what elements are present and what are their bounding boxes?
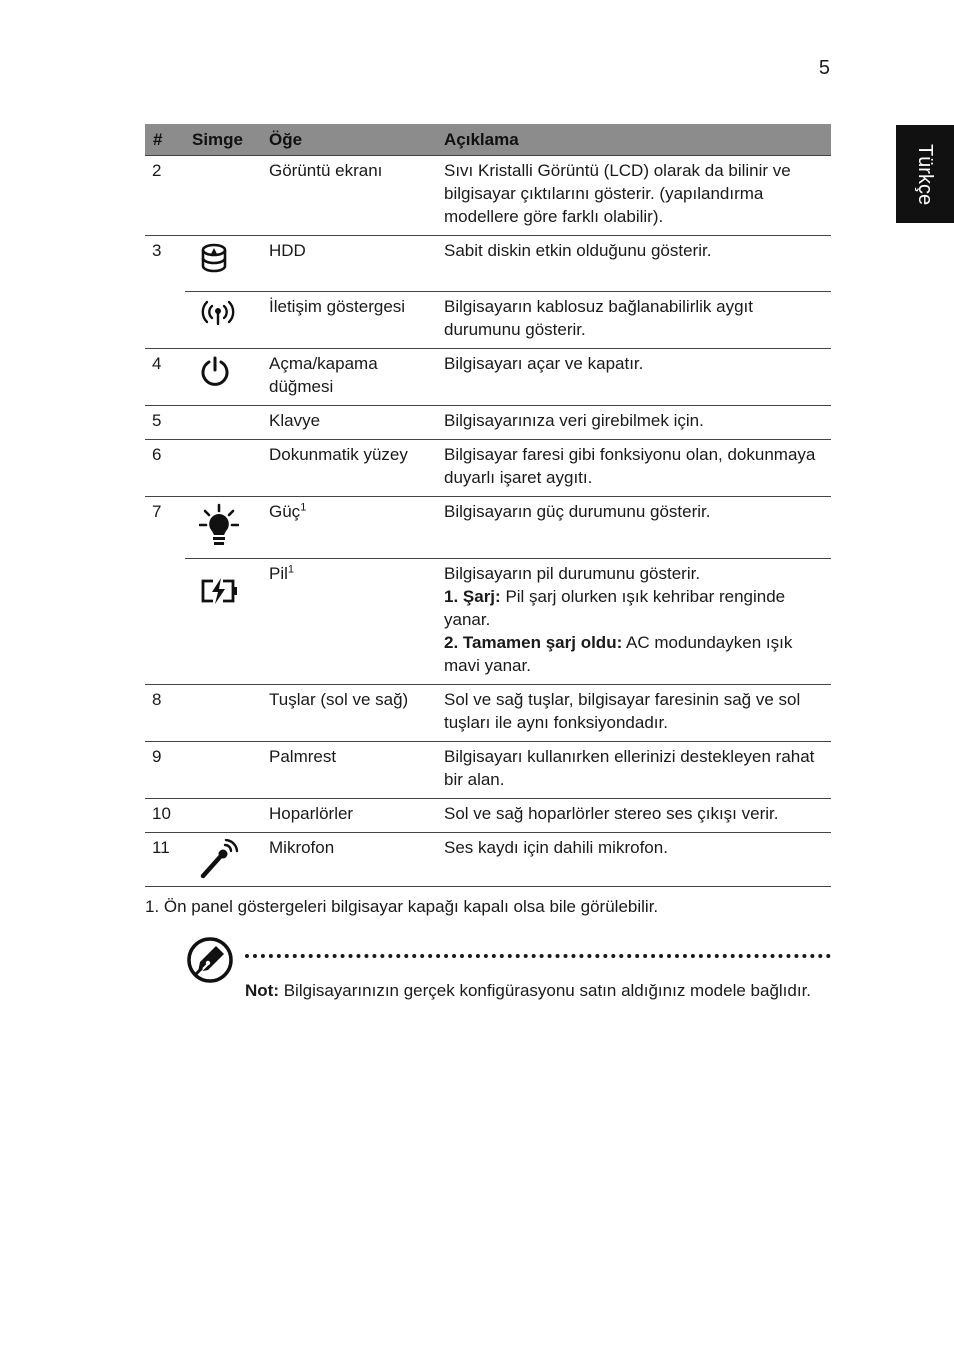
row-icon-cell xyxy=(185,497,262,559)
note-icon xyxy=(186,936,234,989)
row-item-label: Pil xyxy=(269,564,288,583)
row-item: Açma/kapama düğmesi xyxy=(262,349,437,406)
battery-icon xyxy=(199,577,239,605)
row-icon-cell xyxy=(185,742,262,799)
row-desc-item xyxy=(444,585,824,631)
indicator-table xyxy=(145,124,831,887)
row-item xyxy=(262,559,437,685)
row-icon-cell xyxy=(185,833,262,887)
power-icon xyxy=(199,355,231,387)
microphone-icon xyxy=(199,839,239,879)
row-desc: Bilgisayarın güç durumunu gösterir. xyxy=(437,497,831,559)
footnote-ref: 1 xyxy=(300,501,307,514)
wireless-icon xyxy=(199,298,237,326)
table-row xyxy=(145,292,831,349)
row-icon-cell xyxy=(185,799,262,833)
row-desc-intro: Bilgisayarın pil durumunu gösterir. xyxy=(444,564,701,583)
row-icon-cell xyxy=(185,559,262,685)
header-desc: Açıklama xyxy=(437,124,831,156)
table-row xyxy=(145,742,831,799)
header-item: Öğe xyxy=(262,124,437,156)
note-text: Bilgisayarınızın gerçek konfigürasyonu satın aldığınız modele bağlıdır. xyxy=(283,981,812,1000)
row-item xyxy=(262,497,437,559)
row-num: 4 xyxy=(145,349,185,406)
row-desc: Bilgisayar faresi gibi fonksiyonu olan, dokunmaya duyarlı işaret aygıtı. xyxy=(437,440,831,497)
row-item: İletişim göstergesi xyxy=(262,292,437,349)
table-row xyxy=(145,440,831,497)
row-desc: Bilgisayarınıza veri girebilmek için. xyxy=(437,406,831,440)
note-divider xyxy=(245,954,831,958)
row-item: Mikrofon xyxy=(262,833,437,887)
row-num: 2 xyxy=(145,156,185,236)
row-item: Klavye xyxy=(262,406,437,440)
page-number: 5 xyxy=(818,57,830,79)
row-num: 8 xyxy=(145,685,185,742)
row-num: 6 xyxy=(145,440,185,497)
footnote: 1. Ön panel göstergeleri bilgisayar kapağı kapalı olsa bile görülebilir. xyxy=(145,897,659,916)
table-row xyxy=(145,685,831,742)
table-row xyxy=(145,406,831,440)
row-item: Tuşlar (sol ve sağ) xyxy=(262,685,437,742)
table-row xyxy=(145,799,831,833)
row-desc-item-label: 1. Şarj: xyxy=(444,587,501,606)
row-desc: Sabit diskin etkin olduğunu gösterir. xyxy=(437,236,831,292)
row-desc-item xyxy=(444,631,824,677)
row-num: 3 xyxy=(145,236,185,349)
row-icon-cell xyxy=(185,440,262,497)
table-row xyxy=(145,833,831,887)
footnote-ref: 1 xyxy=(287,563,295,576)
table-row xyxy=(145,497,831,559)
hdd-icon xyxy=(199,242,229,274)
row-desc: Ses kaydı için dahili mikrofon. xyxy=(437,833,831,887)
row-icon-cell xyxy=(185,292,262,349)
table-row xyxy=(145,559,831,685)
row-num: 7 xyxy=(145,497,185,685)
row-num: 5 xyxy=(145,406,185,440)
row-num: 10 xyxy=(145,799,185,833)
row-desc: Sol ve sağ hoparlörler stereo ses çıkışı verir. xyxy=(437,799,831,833)
language-tab-label: Türkçe xyxy=(914,143,937,205)
power-led-icon xyxy=(199,503,239,549)
header-num: # xyxy=(145,124,185,156)
row-num: 9 xyxy=(145,742,185,799)
table-row xyxy=(145,349,831,406)
row-item: Palmrest xyxy=(262,742,437,799)
language-tab xyxy=(896,125,954,223)
row-icon-cell xyxy=(185,406,262,440)
table-row xyxy=(145,236,831,292)
row-item-label: Güç xyxy=(269,502,301,521)
row-icon-cell xyxy=(185,236,262,292)
row-item: Görüntü ekranı xyxy=(262,156,437,236)
row-item: Dokunmatik yüzey xyxy=(262,440,437,497)
row-desc: Sol ve sağ tuşlar, bilgisayar faresinin sağ ve sol tuşları ile aynı fonksiyondadır. xyxy=(437,685,831,742)
row-desc: Sıvı Kristalli Görüntü (LCD) olarak da bilinir ve bilgisayar çıktılarını gösterir. (yapılandırma modellere göre farklı olabilir). xyxy=(437,156,831,236)
table-row xyxy=(145,156,831,236)
row-desc-item-text: Pil şarj olurken ışık kehribar renginde yanar. xyxy=(444,587,786,629)
row-icon-cell xyxy=(185,349,262,406)
table-header-row xyxy=(145,124,831,156)
header-icon: Simge xyxy=(185,124,262,156)
note-label: Not: xyxy=(245,981,279,1000)
row-desc: Bilgisayarın kablosuz bağlanabilirlik aygıt durumunu gösterir. xyxy=(437,292,831,349)
row-icon-cell xyxy=(185,685,262,742)
row-desc-item-label: 2. Tamamen şarj oldu: xyxy=(444,633,623,652)
row-item: Hoparlörler xyxy=(262,799,437,833)
row-icon-cell xyxy=(185,156,262,236)
row-item: HDD xyxy=(262,236,437,292)
row-desc: Bilgisayarı açar ve kapatır. xyxy=(437,349,831,406)
row-num: 11 xyxy=(145,833,185,887)
row-desc-item-text: AC modundayken ışık mavi yanar. xyxy=(444,633,793,675)
row-desc: Bilgisayarı kullanırken ellerinizi destekleyen rahat bir alan. xyxy=(437,742,831,799)
row-desc xyxy=(437,559,831,685)
note xyxy=(245,979,831,1002)
